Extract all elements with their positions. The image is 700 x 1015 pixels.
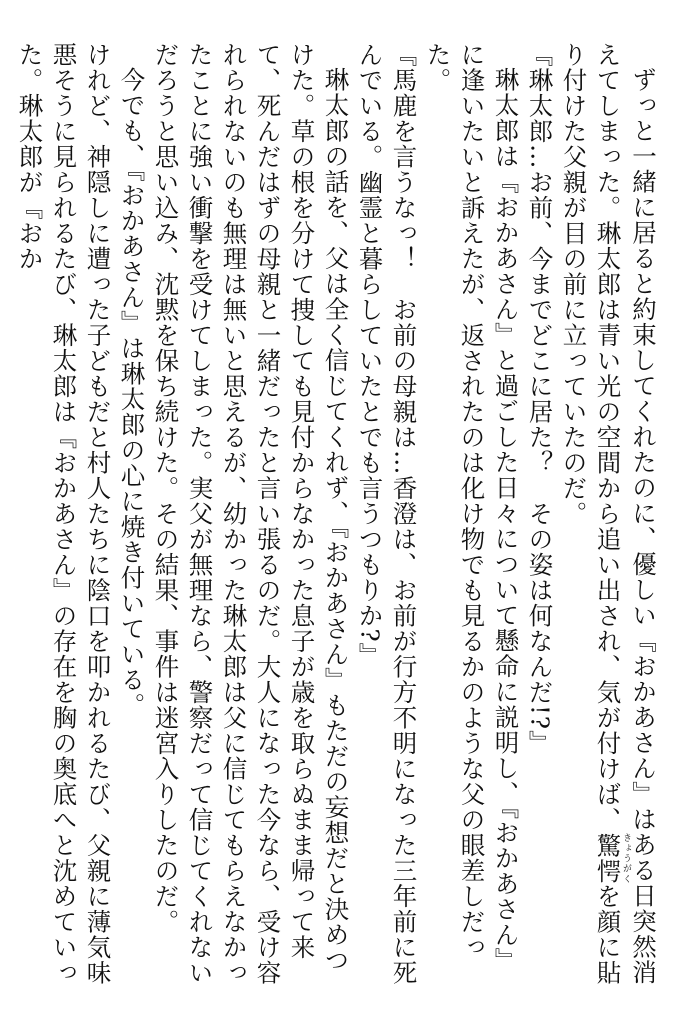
- ruby-base: 驚愕: [593, 832, 623, 884]
- paragraph-1: [557, 42, 661, 992]
- paragraph-4: 『馬鹿を言うなっ！ お前の母親は…香澄は、お前が行方不明になった三年前に死んでいる。幽霊と暮らしていたとでも言うつもりか?』: [355, 42, 419, 986]
- paragraph-1-text: ずっと一緒に居ると約束してくれたのに、優しい『おかあさん』はある日突然消えてしまった。琳太郎は青い光の空間から追い出され、気が付けば、: [593, 42, 658, 985]
- ruby-kyougaku: [593, 832, 631, 884]
- paragraph-1-text-after: を顔に貼り付けた父親が目の前に立っていたのだ。: [559, 42, 623, 986]
- vertical-text-body: [13, 42, 661, 992]
- paragraph-2: 『琳太郎…お前、今までどこに居た？ その姿は何なんだ!?』: [525, 42, 555, 756]
- paragraph-3: 琳太郎は『おかあさん』と過ごした日々について懸命に説明し、『おかあさん』に逢いたいと訴えたが、返されたのは化け物でも見るかのような父の眼差しだった。: [423, 42, 521, 973]
- paragraph-6: 今でも、『おかあさん』は琳太郎の心に焼き付いている。: [117, 66, 147, 718]
- paragraph-7: けれど、神隠しに遭った子どもだと村人たちに陰口を叩かれるたび、父親に薄気味悪そうに見られるたび、琳太郎は『おかあさん』の存在を胸の奥底へと沈めていった。琳太郎が『おか: [15, 42, 113, 986]
- ruby-reading: きょうがく: [621, 832, 631, 884]
- paragraph-5: 琳太郎の話を、父は全く信じてくれず、『おかあさん』もただの妄想だと決めつけた。草の根を分けて捜しても見付からなかった息子が歳を取らぬまま帰って来て、死んだはずの母親と一緒だったと言い張るのだ。大人になった今なら、受け容れられないのも無理は無いと思えるが、幼かった琳太郎は父に信じてもらえなかったことに強い衝撃を受けてしまった。実父が無理なら、警察だって信じてくれないだろうと思い込み、沈黙を保ち続けた。その結果、事件は迷宮入りしたのだ。: [151, 42, 351, 986]
